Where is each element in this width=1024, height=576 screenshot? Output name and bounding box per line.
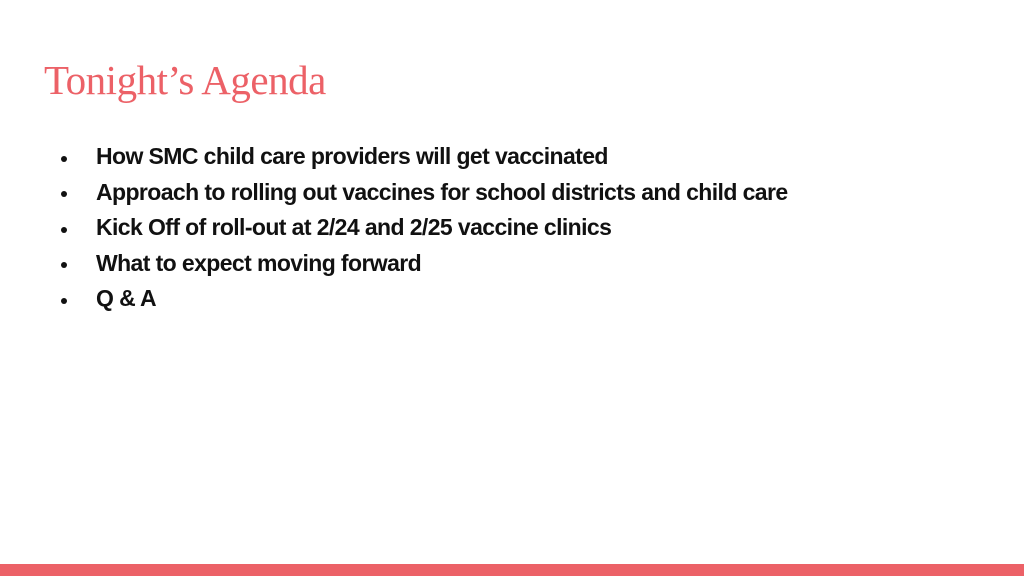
- bullet-icon: [61, 227, 67, 233]
- bullet-icon: [61, 156, 67, 162]
- agenda-item-text: Kick Off of roll-out at 2/24 and 2/25 vaccine clinics: [96, 214, 612, 240]
- agenda-item: [58, 281, 958, 317]
- agenda-item: [58, 139, 958, 175]
- agenda-list: [58, 139, 958, 317]
- bullet-icon: [61, 262, 67, 268]
- agenda-item: [58, 246, 958, 282]
- footer-accent-bar: [0, 564, 1024, 576]
- agenda-item-text: What to expect moving forward: [96, 249, 422, 276]
- agenda-item: [58, 210, 958, 246]
- agenda-item-text: Approach to rolling out vaccines for school districts and child care: [96, 178, 788, 205]
- agenda-item-text: Q & A: [96, 285, 157, 311]
- agenda-item: [58, 175, 958, 211]
- bullet-icon: [61, 191, 67, 197]
- bullet-icon: [61, 298, 67, 304]
- agenda-item-text: How SMC child care providers will get vaccinated: [96, 143, 608, 169]
- slide-title: Tonight’s Agenda: [44, 57, 326, 103]
